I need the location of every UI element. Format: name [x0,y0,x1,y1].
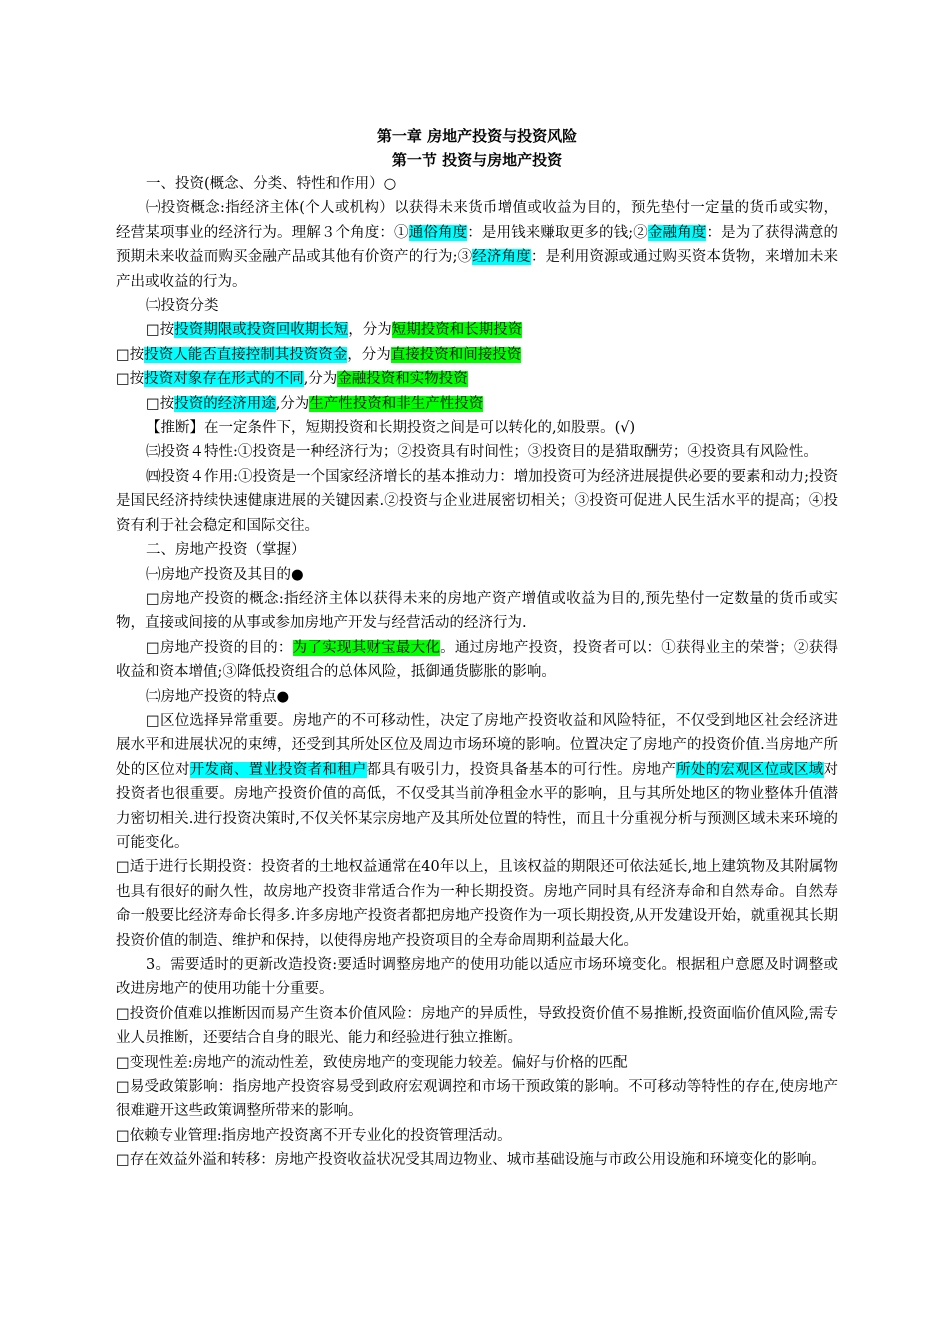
text-run: 都具有吸引力，投资具备基本的可行性。房地产 [366,761,677,778]
highlight-use: 投资的经济用途 [174,395,276,412]
paragraph-investment-features: ㈢投资４特性:①投资是一种经济行为；②投资具有时间性；③投资目的是猎取酬劳；④投资具有风险性。 [146,444,818,461]
text-run: □区位选择异常重要。房地产的不可移动性，决定了房地产投资收益和风险特征，不仅受到地区社会经济进展水平和进展状况的束缚，还受到其所处区位及周边市场环境的影响。位置决定了房地产的投资价值.当房地产所处的区位对 [116,712,838,778]
text-run: 。通过房地产投资，投资者可以：①获得业主的荣誉；②获得收益和资本增值;③降低投资组合的总体风险，抵御通货膨胀的影响。 [116,639,839,681]
text-run: □按 [146,322,175,339]
text-run: 对投资者也很重要。房地产投资价值的高低，不仅受其当前净租金水平的影响，且与其所处地区的物业整体升值潜力密切相关.进行投资决策时,不仅关怀某宗房地产及其所处位置的特性，而且十分重视分析与预测区域未来环境的可能变化。 [116,761,839,851]
highlight-developers: 开发商、置业投资者和租户 [189,761,367,778]
text-run: ，分为 [347,346,391,363]
text-run: ，分为 [348,322,392,339]
chapter-title: 第一章 房地产投资与投资风险 [376,127,578,145]
paragraph-investment-functions: ㈣投资４作用:①投资是一个国家经济增长的基本推动力：增加投资可为经济进展提供必要的要素和动力;投资是国民经济持续快速健康进展的关键因素.②投资与企业进展密切相关；③投资可促进人民生活水平的提高；④投资有利于社会稳定和国际交往。 [116,468,838,534]
heading-real-estate-investment: 二、房地产投资（掌握） [146,542,306,559]
list-item-classification-form [116,367,838,391]
heading-investment-classification: ㈡投资分类 [146,298,219,315]
highlight-control: 投资人能否直接控制其投资资金 [144,346,348,363]
highlight-form: 投资对象存在形式的不同 [144,371,304,388]
paragraph-real-estate-concept: □房地产投资的概念:指经济主体以获得未来的房地产资产增值或收益为目的,预先垫付一定数量的货币或实物，直接或间接的从事或参加房地产开发与经营活动的经济行为. [116,590,838,632]
paragraph-judgement: 【推断】在一定条件下，短期投资和长期投资之间是可以转化的,如股票。(√) [146,420,636,437]
text-run: ,分为 [303,371,338,388]
paragraph-location [116,709,838,855]
highlight-popular-angle: 通俗角度 [408,224,468,241]
paragraph-real-estate-purpose [116,636,838,685]
paragraph-investment-concept [116,196,838,294]
text-run: ：是用钱来赚取更多的钱;② [467,224,648,241]
text-run: □按 [116,346,145,363]
highlight-direct-indirect: 直接投资和间接投资 [390,346,522,363]
list-item-classification-control [116,343,838,367]
paragraph-management: □依赖专业管理:指房地产投资离不开专业化的投资管理活动。 [116,1127,512,1144]
section-title: 第一节 投资与房地产投资 [391,151,563,169]
paragraph-renovation: 3。需要适时的更新改造投资:要适时调整房地产的使用功能以适应市场环境变化。根据租户意愿及时调整或改进房地产的使用功能十分重要。 [116,957,838,998]
highlight-financial-physical: 金融投资和实物投资 [337,371,468,388]
highlight-finance-angle: 金融角度 [647,224,707,241]
text-run: □房地产投资的目的： [146,639,293,656]
heading-real-estate-features: ㈡房地产投资的特点● [146,688,290,705]
highlight-short-long: 短期投资和长期投资 [391,322,523,339]
paragraph-value-risk: □投资价值难以推断因而易产生资本价值风险：房地产的异质性，导致投资价值不易推断,投资面临价值风险,需专业人员推断，还要结合自身的眼光、能力和经验进行独立推断。 [116,1005,838,1047]
paragraph-liquidity: □变现性差:房地产的流动性差，致使房地产的变现能力较差。偏好与价格的匹配 [116,1054,628,1071]
highlight-term: 投资期限或投资回收期长短 [174,322,349,339]
text-run: ,分为 [275,395,310,412]
text-run: ：是为了获得满意的预期未来收益而购买金融产品或其他有价资产的行为;③ [116,224,839,266]
list-item-classification-term [116,318,838,342]
heading-investment: 一、投资(概念、分类、特性和作用）○ [146,176,397,192]
text-run: ㈠投资概念:指经济主体(个人或机构）以获得未来货币增值或收益为目的，预先垫付一定量的货币或实物，经营某项事业的经济行为。理解３个角度：① [116,200,838,241]
document-body [116,124,838,1173]
heading-real-estate-purpose: ㈠房地产投资及其目的● [146,566,304,583]
text-run: □按 [146,395,175,412]
list-item-classification-use [116,392,838,416]
highlight-maximize-wealth: 为了实现其财宝最大化 [292,639,441,656]
highlight-economic-angle: 经济角度 [472,249,531,266]
paragraph-policy: □易受政策影响：指房地产投资容易受到政府宏观调控和市场干预政策的影响。不可移动等特性的存在,使房地产很难避开这些政策调整所带来的影响。 [116,1079,838,1120]
paragraph-spillover: □存在效益外溢和转移：房地产投资收益状况受其周边物业、城市基础设施与市政公用设施和环境变化的影响。 [116,1152,826,1169]
highlight-productive: 生产性投资和非生产性投资 [309,395,484,412]
text-run: ：是利用资源或通过购买资本货物，来增加未来产出或收益的行为。 [116,249,839,290]
highlight-macro-location: 所处的宏观区位或区域 [676,761,824,778]
paragraph-long-term: □适于进行长期投资：投资者的土地权益通常在40年以上，且该权益的期限还可依法延长,地上建筑物及其附属物也具有很好的耐久性，故房地产投资非常适合作为一种长期投资。房地产同时具有经济寿命和自然寿命。自然寿命一般要比经济寿命长得多.许多房地产投资者都把房地产投资作为一项长期投资,从开发建设开始，就重视其长期投资价值的制造、维护和保持，以使得房地产投资项目的全寿命周期利益最大化。 [116,859,838,949]
text-run: □按 [116,371,145,388]
